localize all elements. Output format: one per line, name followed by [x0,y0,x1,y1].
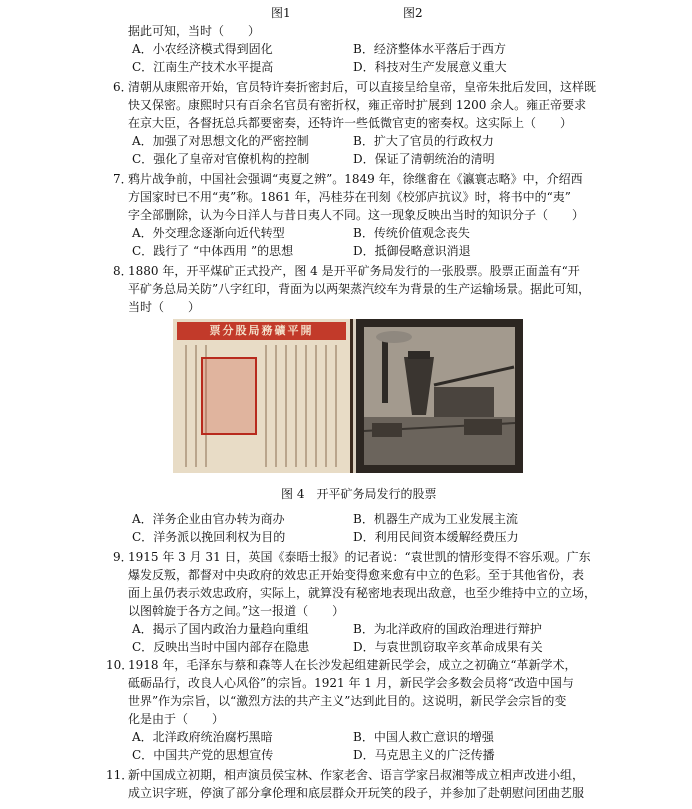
mine-photo [364,327,515,465]
option-text: 传统价值观念丧失 [373,226,470,240]
question-9-number: 9． [113,550,133,564]
question-8-stem-line: 平矿务总局关防”八字红印，背面为以两架蒸汽绞车为背景的生产运输场景。据此可知， [128,282,591,296]
q6-option-d[interactable] [353,151,495,167]
option-text: 与袁世凯窃取辛亥革命成果有关 [374,640,543,654]
option-letter: D． [353,60,375,74]
option-letter: D． [353,640,375,654]
option-text: 保证了清朝统治的清明 [374,152,495,166]
question-6-number: 6． [113,80,133,94]
option-letter: D． [353,152,375,166]
option-letter: B． [353,622,374,636]
question-10-stem-line: 1918 年，毛泽东与蔡和森等人在长沙发起组建新民学会，成立之初确立“革新学术， [128,658,577,672]
q5-option-c[interactable] [132,59,273,75]
option-letter: A． [132,622,153,636]
q7-option-d[interactable] [353,243,471,259]
option-letter: B． [353,134,374,148]
question-10-stem-line: 化是由于（ ） [128,712,225,726]
option-text: 北洋政府统治腐朽黑暗 [152,730,273,744]
q7-option-a[interactable] [132,225,285,241]
option-text: 洋务企业由官办转为商办 [152,512,285,526]
figure-4-caption: 图 4 开平矿务局发行的股票 [281,487,437,501]
question-5-stem-tail: 据此可知，当时（ ） [128,24,261,38]
option-text: 马克思主义的广泛传播 [374,748,495,762]
option-text: 强化了皇帝对官僚机构的控制 [153,152,310,166]
option-text: 经济整体水平落后于西方 [373,42,506,56]
q10-option-b[interactable] [353,729,494,745]
certificate-header: 票分股局務礦平開 [177,322,346,340]
q6-option-b[interactable] [353,133,494,149]
option-letter: C． [132,748,154,762]
option-letter: A． [132,134,153,148]
question-7-stem-line: 字全部删除，认为今日洋人与昔日夷人不同。这一现象反映出当时的知识分子（ ） [128,208,585,222]
figure-2-label: 图2 [403,6,423,20]
option-text: 扩大了官员的行政权力 [373,134,494,148]
question-8-stem-line: 当时（ ） [128,300,201,314]
q10-option-a[interactable] [132,729,273,745]
option-text: 加强了对思想文化的严密控制 [152,134,309,148]
question-9-stem-line: 面上虽仍表示效忠政府，实际上，就算没有秘密地表现出敌意，也至少维持中立的立场， [128,586,597,600]
option-letter: C． [132,244,154,258]
option-letter: C． [132,640,154,654]
option-text: 抵御侵略意识消退 [374,244,471,258]
q6-option-a[interactable] [132,133,309,149]
option-letter: A． [132,730,153,744]
q8-option-c[interactable] [132,529,285,545]
question-10-stem-line: 世界”作为宗旨，以“激烈方法的共产主义”达到此目的。这说明，新民学会宗旨的变 [128,694,567,708]
q7-option-c[interactable] [132,243,293,259]
option-letter: D． [353,530,375,544]
question-7-number: 7． [113,172,133,186]
q5-option-d[interactable] [353,59,507,75]
option-letter: B． [353,42,374,56]
question-10-number: 10． [106,658,134,672]
option-text: 中国共产党的思想宣传 [153,748,274,762]
q10-option-c[interactable] [132,747,273,763]
figure-1-label: 图1 [271,6,291,20]
q5-option-b[interactable] [353,41,506,57]
option-text: 江南生产技术水平提高 [153,60,274,74]
option-letter: A． [132,42,153,56]
option-text: 机器生产成为工业发展主流 [373,512,518,526]
q6-option-c[interactable] [132,151,309,167]
option-letter: A． [132,226,153,240]
option-text: 外交理念逐渐向近代转型 [152,226,285,240]
q8-option-b[interactable] [353,511,518,527]
option-letter: B． [353,730,374,744]
option-text: 践行了 “中体西用 ”的思想 [153,244,294,258]
question-6-stem-line: 在京大臣，各督抚总兵都要密奏，还特许一些低微官吏的密奏权。这实际上（ ） [128,116,573,130]
question-7-stem-line: 鸦片战争前，中国社会强调“夷夏之辨”。1849 年，徐继畬在《瀛寰志略》中，介绍西 [128,172,583,186]
question-6-stem-line: 快又保密。康熙时只有百余名官员有密折权，雍正帝时扩展到 1200 余人。雍正帝要求 [128,98,587,112]
option-text: 为北洋政府的国政治理进行辩护 [373,622,542,636]
q9-option-a[interactable] [132,621,309,637]
option-text: 利用民间资本缓解经费压力 [374,530,519,544]
q9-option-b[interactable] [353,621,542,637]
certificate-back [356,319,523,473]
q9-option-c[interactable] [132,639,309,655]
question-7-stem-line: 方国家时已不用“夷”称。1861 年，冯桂芬在刊刻《校邠庐抗议》时，将书中的“夷” [128,190,571,204]
stock-certificate-figure [173,319,523,473]
option-letter: C． [132,530,154,544]
option-letter: C． [132,152,154,166]
option-letter: D． [353,244,375,258]
q10-option-d[interactable] [353,747,495,763]
q7-option-b[interactable] [353,225,470,241]
option-letter: B． [353,226,374,240]
question-9-stem-line: 以图斡旋于各方之间。”这一报道（ ） [128,604,345,618]
question-8-stem-line: 1880 年，开平煤矿正式投产，图 4 是开平矿务局发行的一张股票。股票正面盖有“开 [128,264,580,278]
option-letter: A． [132,512,153,526]
q8-option-a[interactable] [132,511,285,527]
option-text: 科技对生产发展意义重大 [374,60,507,74]
option-text: 中国人救亡意识的增强 [373,730,494,744]
red-seal-stamp [201,357,257,435]
question-11-stem-line: 成立识字班，停演了部分拿伦理和底层群众开玩笑的段子，并参加了赴朝慰问团曲艺服 [128,786,585,800]
option-text: 小农经济模式得到固化 [152,42,273,56]
q5-option-a[interactable] [132,41,273,57]
option-letter: D． [353,748,375,762]
question-8-number: 8． [113,264,133,278]
question-11-number: 11． [106,768,134,782]
option-text: 反映出当时中国内部存在隐患 [153,640,310,654]
question-10-stem-line: 砥砺品行，改良人心风俗”的宗旨。1921 年 1 月，新民学会多数会员将“改造中国与 [128,676,574,690]
question-9-stem-line: 爆发反叛，都督对中央政府的效忠正开始变得愈来愈有中立的色彩。至于其他省份，表 [128,568,585,582]
option-text: 洋务派以挽回利权为目的 [153,530,286,544]
question-11-stem-line: 新中国成立初期，相声演员侯宝林、作家老舍、语言学家吕叔湘等成立相声改进小组， [128,768,585,782]
option-text: 揭示了国内政治力量趋向重组 [152,622,309,636]
option-letter: B． [353,512,374,526]
certificate-front [173,319,353,473]
q8-option-d[interactable] [353,529,519,545]
mine-scene-illustration [364,327,515,465]
q9-option-d[interactable] [353,639,543,655]
question-6-stem-line: 清朝从康熙帝开始，官员特许奏折密封后，可以直接呈给皇帝，皇帝朱批后发回，这样既 [128,80,597,94]
option-letter: C． [132,60,154,74]
question-9-stem-line: 1915 年 3 月 31 日，英国《泰晤士报》的记者说：“袁世凯的情形变得不容乐观。广东 [128,550,591,564]
